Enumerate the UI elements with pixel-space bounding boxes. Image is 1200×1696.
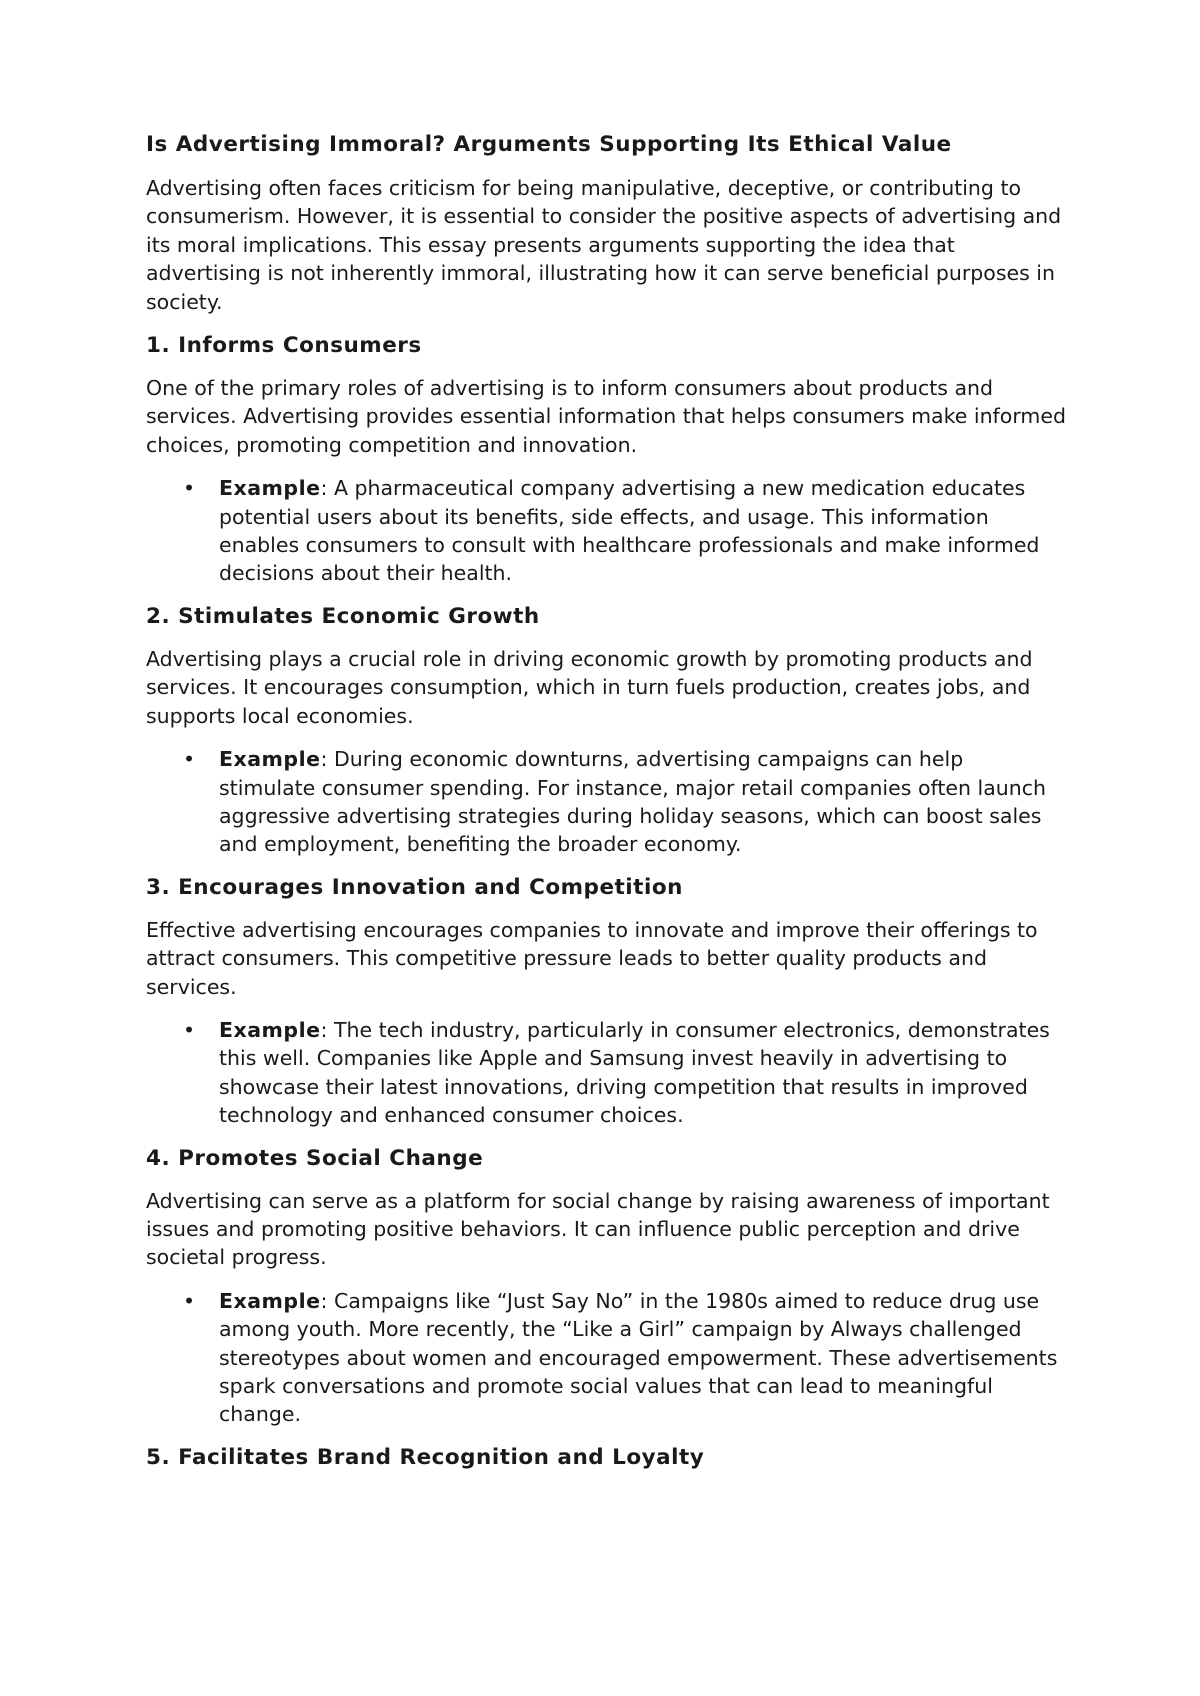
example-list [146,1287,1066,1429]
section-paragraph: Advertising plays a crucial role in driving economic growth by promoting products and services. It encourages consumption, which in turn fuels production, creates jobs, and supports local economies. [146,646,1033,728]
example-list [146,474,1066,588]
section-paragraph: One of the primary roles of advertising is to inform consumers about products and services. Advertising provides essential information that helps consumers make informed choices, promoting competition and innovation. [146,376,1066,457]
bullet-icon: • [183,476,196,501]
section-social-change [146,1144,1066,1429]
bullet-icon: • [183,747,196,772]
section-informs-consumers [146,331,1066,588]
bullet-icon: • [183,1288,196,1313]
section-heading: 1. Informs Consumers [146,333,422,359]
section-economic-growth [146,602,1066,859]
bullet-icon: • [183,1017,196,1042]
example-item [146,474,1066,588]
example-list [146,1016,1066,1130]
example-text: : The tech industry, particularly in consumer electronics, demonstrates this well. Companies like Apple and Samsung invest heavily in advertising to showcase their latest innovations, driving competition that results in improved technology and enhanced consumer choices. [219,1017,1050,1128]
example-item [146,745,1066,859]
example-text: : During economic downturns, advertising campaigns can help stimulate consumer spending. For instance, major retail companies often launch aggressive advertising strategies during holiday seasons, which can boost sales and employment, benefiting the broader economy. [219,747,1047,857]
section-heading-brand-recognition: 5. Facilitates Brand Recognition and Loyalty [146,1444,705,1470]
example-label: Example [219,476,321,501]
section-heading: 2. Stimulates Economic Growth [146,603,540,629]
document-title: Is Advertising Immoral? Arguments Supporting Its Ethical Value [146,132,952,157]
example-label: Example [219,747,321,772]
section-paragraph: Advertising can serve as a platform for social change by raising awareness of important issues and promoting positive behaviors. It can influence public perception and drive societal progress. [146,1188,1050,1270]
example-list [146,745,1066,859]
section-heading: 3. Encourages Innovation and Competition [146,874,683,900]
section-heading: 4. Promotes Social Change [146,1145,484,1171]
section-innovation-competition [146,873,1066,1130]
example-text: : Campaigns like “Just Say No” in the 1980s aimed to reduce drug use among youth. More recently, the “Like a Girl” campaign by Always challenged stereotypes about women and encouraged empowerment. These advertisements spark conversations and promote social values that can lead to meaningful change. [219,1288,1058,1427]
example-label: Example [219,1288,321,1313]
example-item [146,1287,1066,1429]
example-item [146,1016,1066,1130]
document-body [146,130,1066,1486]
example-label: Example [219,1017,321,1042]
intro-paragraph: Advertising often faces criticism for being manipulative, deceptive, or contributing to consumerism. However, it is essential to consider the positive aspects of advertising and its moral implications. This essay presents arguments supporting the idea that advertising is not inherently immoral, illustrating how it can serve beneficial purposes in society. [146,176,1062,314]
section-paragraph: Effective advertising encourages companies to innovate and improve their offerings to attract consumers. This competitive pressure leads to better quality products and services. [146,917,1038,999]
example-text: : A pharmaceutical company advertising a new medication educates potential users about its benefits, side effects, and usage. This information enables consumers to consult with healthcare professionals and make informed decisions about their health. [219,476,1040,586]
